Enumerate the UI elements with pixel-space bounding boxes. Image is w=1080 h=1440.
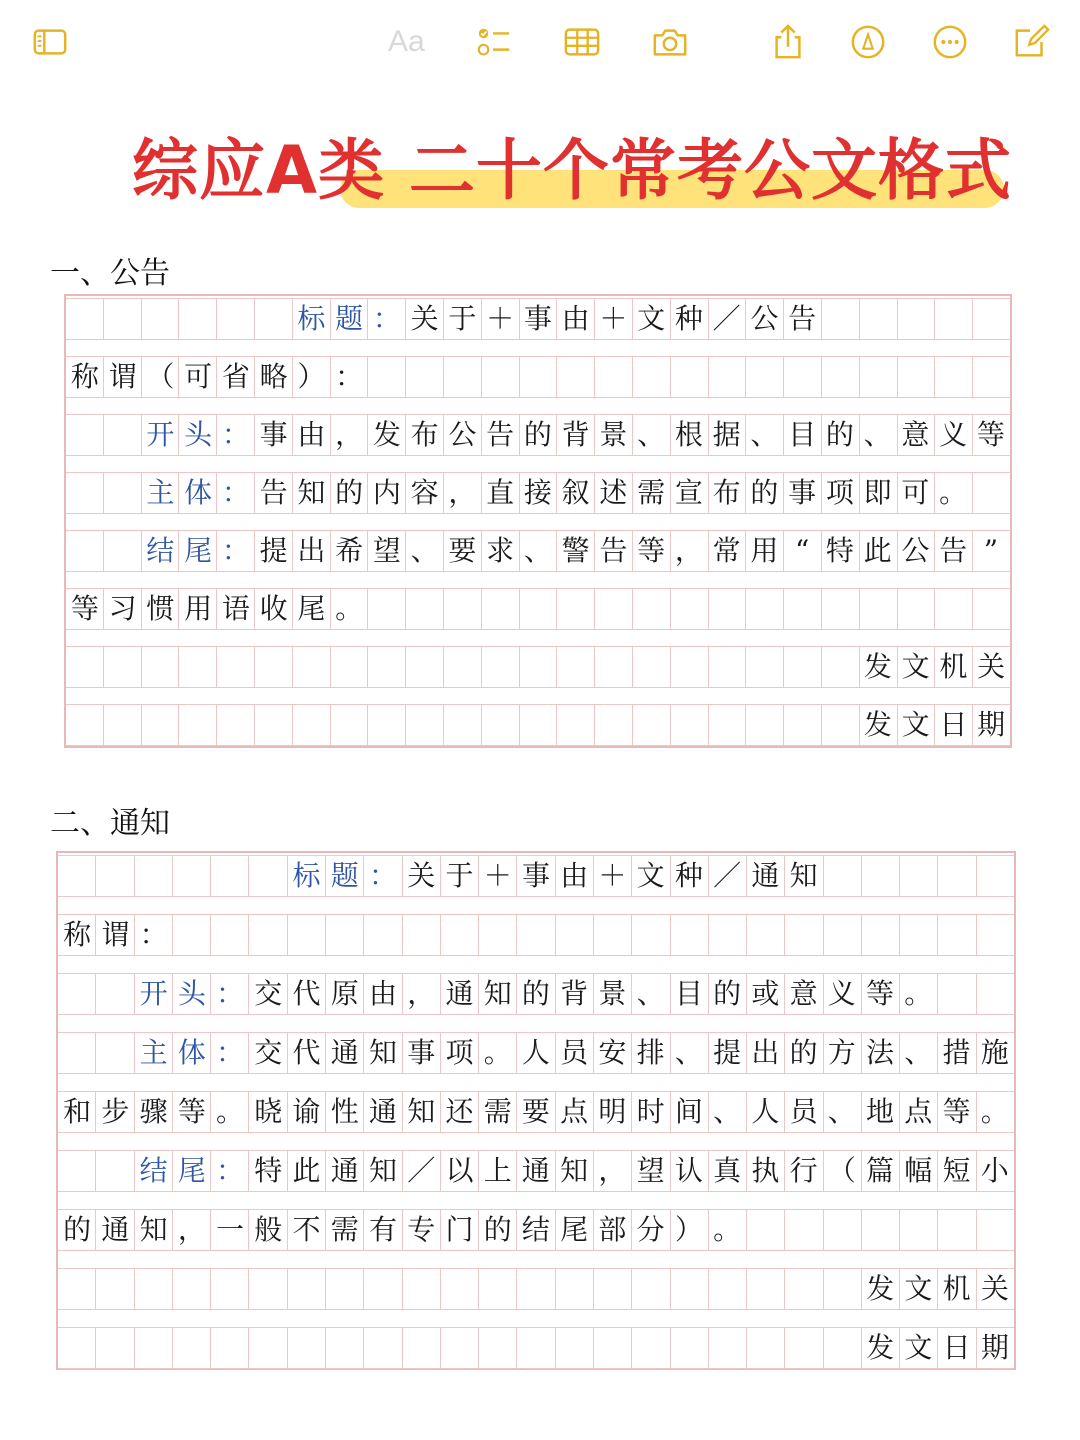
format-line[interactable]: 称 谓 ： [63,918,168,951]
section-heading: 一、公告 [50,256,170,291]
format-line[interactable]: 发 文 机 关 [863,650,1006,683]
checklist-icon[interactable] [474,22,514,62]
format-line-labeled[interactable]: 主 体 ： 告 知 的 内 容 ， 直 接 叙 述 需 宣 布 的 事 项 即 可 。 [146,476,968,509]
format-line[interactable]: 称 谓 （ 可 省 略 ） ： [70,360,364,393]
format-line-labeled[interactable]: 结 尾 ： 特 此 通 知 ／ 以 上 通 知 ， 望 认 真 执 行 （ 篇 幅 短 小 [139,1154,1009,1187]
format-line[interactable]: 和 步 骤 等 。 晓 谕 性 通 知 还 需 要 点 明 时 间 、 人 员 、 地 点 等 。 [63,1095,1009,1128]
share-icon[interactable] [768,22,808,62]
format-line-labeled[interactable]: 结 尾 ： 提 出 希 望 、 要 求 、 警 告 等 ， 常 用 “ 特 此 公 告 ” [146,534,999,567]
format-line-labeled[interactable]: 开 头 ： 事 由 ， 发 布 公 告 的 背 景 、 根 据 、 目 的 、 意 义 等 [146,418,1005,451]
format-line-labeled[interactable]: 主 体 ： 交 代 通 知 事 项 。 人 员 安 排 、 提 出 的 方 法 、 措 施 [139,1036,1009,1069]
format-line[interactable]: 等 习 惯 用 语 收 尾 。 [70,592,364,625]
format-text-icon[interactable]: Aa [388,25,425,58]
format-line-labeled[interactable]: 开 头 ： 交 代 原 由 ， 通 知 的 背 景 、 目 的 或 意 义 等 。 [139,977,933,1010]
format-line-labeled[interactable]: 标 题 ： 关 于 ＋ 事 由 ＋ 文 种 ／ 通 知 [292,859,818,892]
sidebar-icon[interactable] [30,22,70,62]
grid-paper-announcement [64,294,1012,748]
format-line[interactable]: 发 文 日 期 [866,1331,1009,1364]
compose-icon[interactable] [1012,22,1052,62]
section-heading: 二、通知 [50,806,170,841]
format-line[interactable]: 的 通 知 ， 一 般 不 需 有 专 门 的 结 尾 部 分 ） 。 [63,1213,742,1246]
format-line[interactable]: 发 文 日 期 [863,708,1006,741]
grid-paper-notice [56,851,1016,1370]
format-line-labeled[interactable]: 标 题 ： 关 于 ＋ 事 由 ＋ 文 种 ／ 公 告 [297,302,817,335]
note-title[interactable]: 综应A类 二十个常考公文格式 [132,132,1013,209]
table-icon[interactable] [562,22,602,62]
note-title-block [0,128,1080,218]
notes-toolbar [0,0,1080,84]
more-icon[interactable] [930,22,970,62]
camera-icon[interactable] [650,22,690,62]
format-line[interactable]: 发 文 机 关 [866,1272,1009,1305]
markup-icon[interactable] [848,22,888,62]
